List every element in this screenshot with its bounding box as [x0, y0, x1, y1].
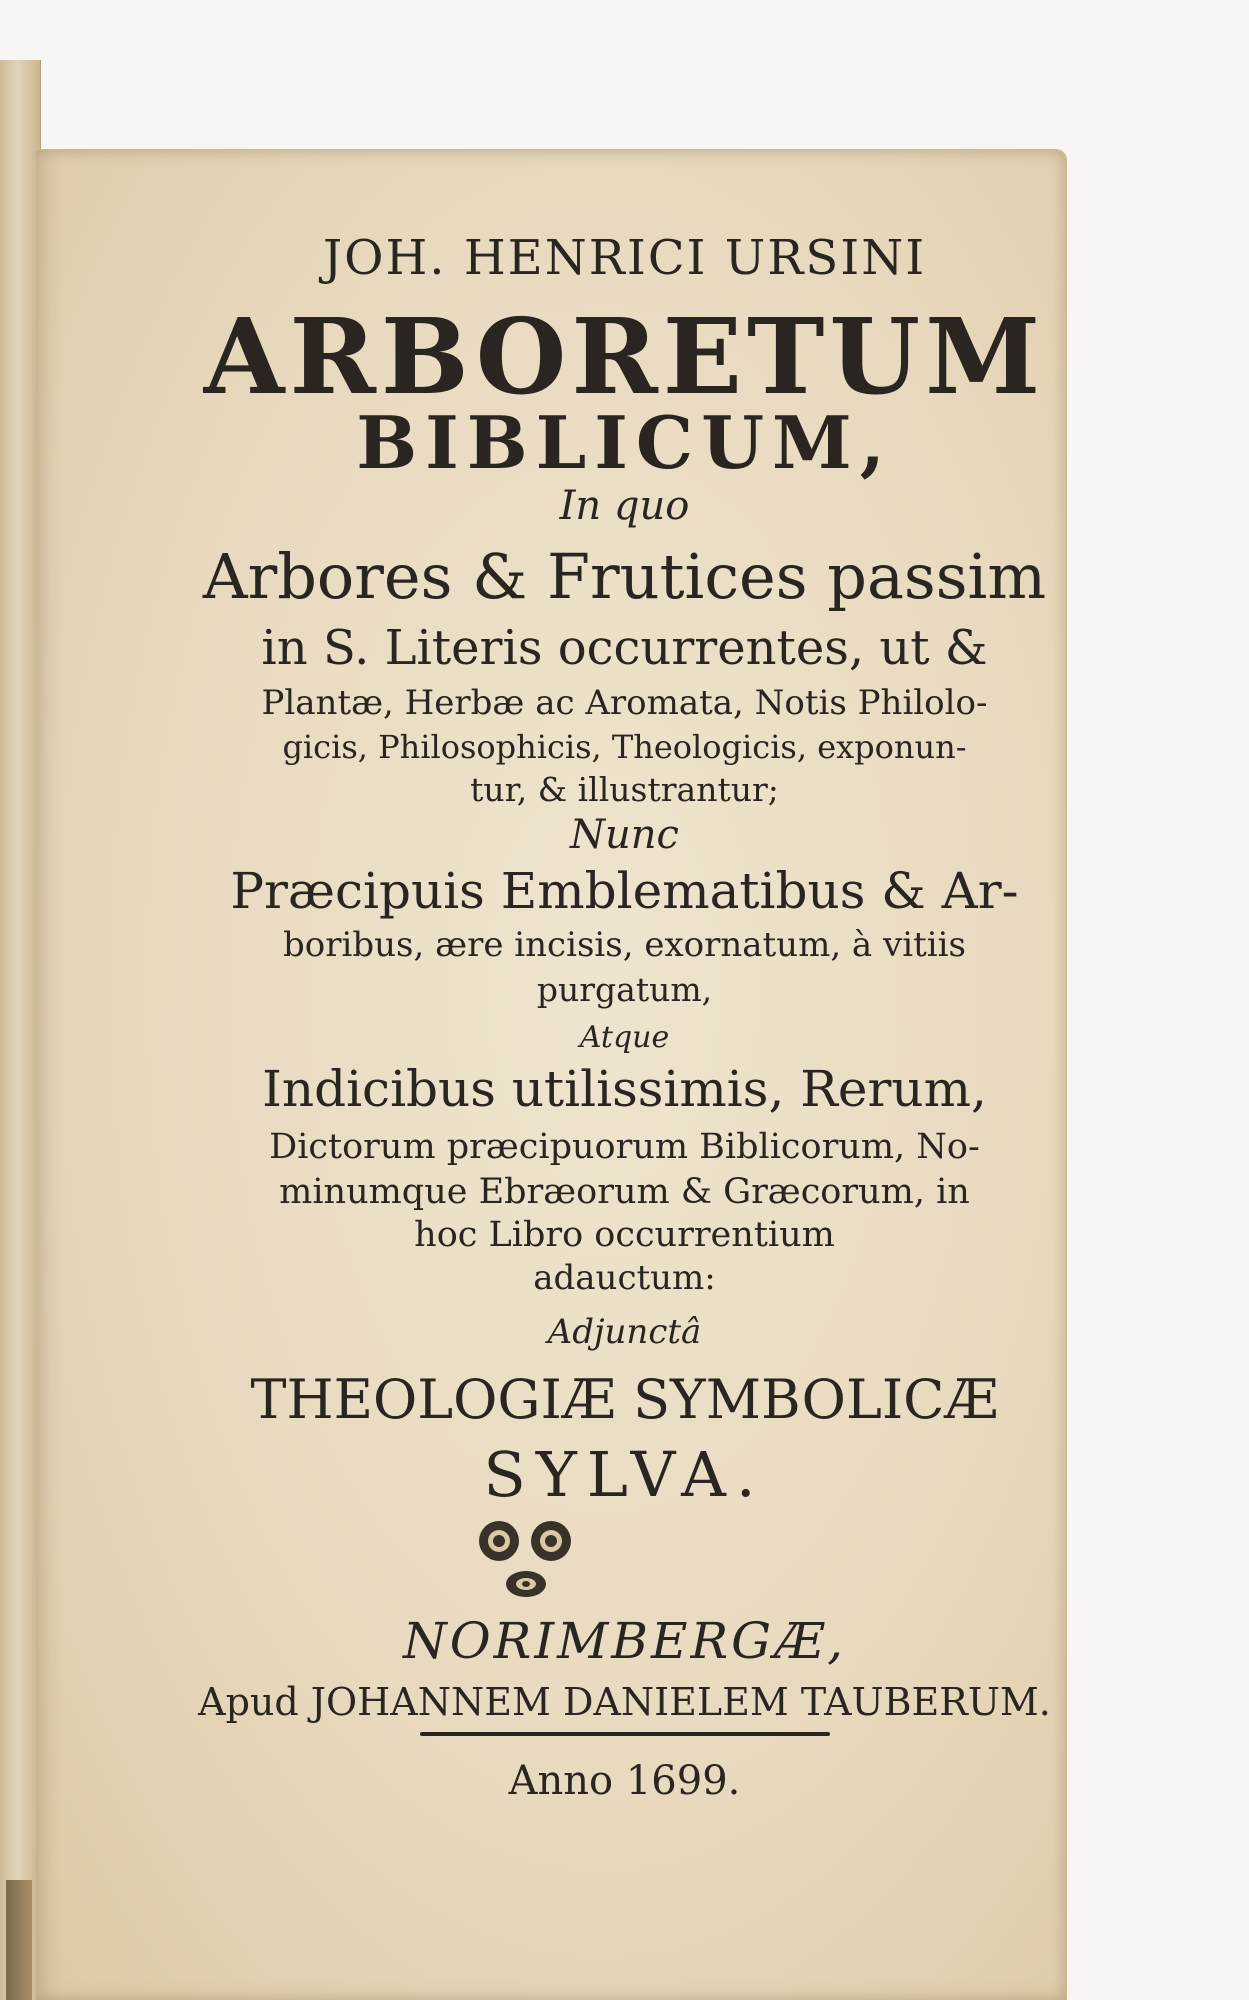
emblem-line-3: purgatum,: [536, 970, 713, 1009]
ornament-leaf-icon: [504, 1568, 548, 1600]
ornament-flower-icon: [476, 1518, 522, 1564]
emblem-line-1: Præcipuis Emblematibus & Ar-: [230, 862, 1019, 920]
subtitle-line-5: tur, & illustrantur;: [470, 770, 779, 809]
nunc-line: Nunc: [570, 812, 679, 858]
title-arboretum: ARBORETUM: [203, 295, 1046, 418]
emblem-line-2: boribus, ære incisis, exornatum, à vitiis: [283, 925, 966, 965]
subtitle-line-4: gicis, Philosophicis, Theologicis, exponun-: [282, 728, 967, 766]
theologiae-symbolicae-line: THEOLOGIÆ SYMBOLICÆ: [250, 1368, 999, 1431]
subtitle-line-2: in S. Literis occurrentes, ut &: [261, 620, 988, 676]
index-line-3: minumque Ebræorum & Græcorum, in: [279, 1172, 970, 1212]
title-biblicum: BIBLICUM,: [356, 400, 893, 485]
index-line-1: Indicibus utilissimis, Rerum,: [262, 1060, 987, 1118]
author-line: JOH. HENRICI URSINI: [322, 230, 927, 286]
in-quo-line: In quo: [559, 483, 690, 529]
adjuncta-line: Adjunctâ: [547, 1312, 702, 1352]
spine-binding-detail: [6, 1880, 32, 2000]
index-line-4: hoc Libro occurrentium: [414, 1215, 835, 1255]
subtitle-line-1: Arbores & Frutices passim: [202, 540, 1047, 613]
imprint-city: NORIMBERGÆ,: [402, 1612, 847, 1670]
atque-line: Atque: [579, 1020, 670, 1055]
sylva-line: SYLVA.: [483, 1438, 766, 1511]
ornament-flower-icon: [528, 1518, 574, 1564]
divider-rule: [420, 1732, 830, 1736]
subtitle-line-3: Plantæ, Herbæ ac Aromata, Notis Philolo-: [261, 683, 988, 723]
index-line-5: adauctum:: [533, 1258, 716, 1298]
imprint-publisher: Apud JOHANNEM DANIELEM TAUBERUM.: [198, 1680, 1051, 1724]
imprint-year: Anno 1699.: [508, 1758, 741, 1804]
index-line-2: Dictorum præcipuorum Biblicorum, No-: [269, 1127, 980, 1167]
